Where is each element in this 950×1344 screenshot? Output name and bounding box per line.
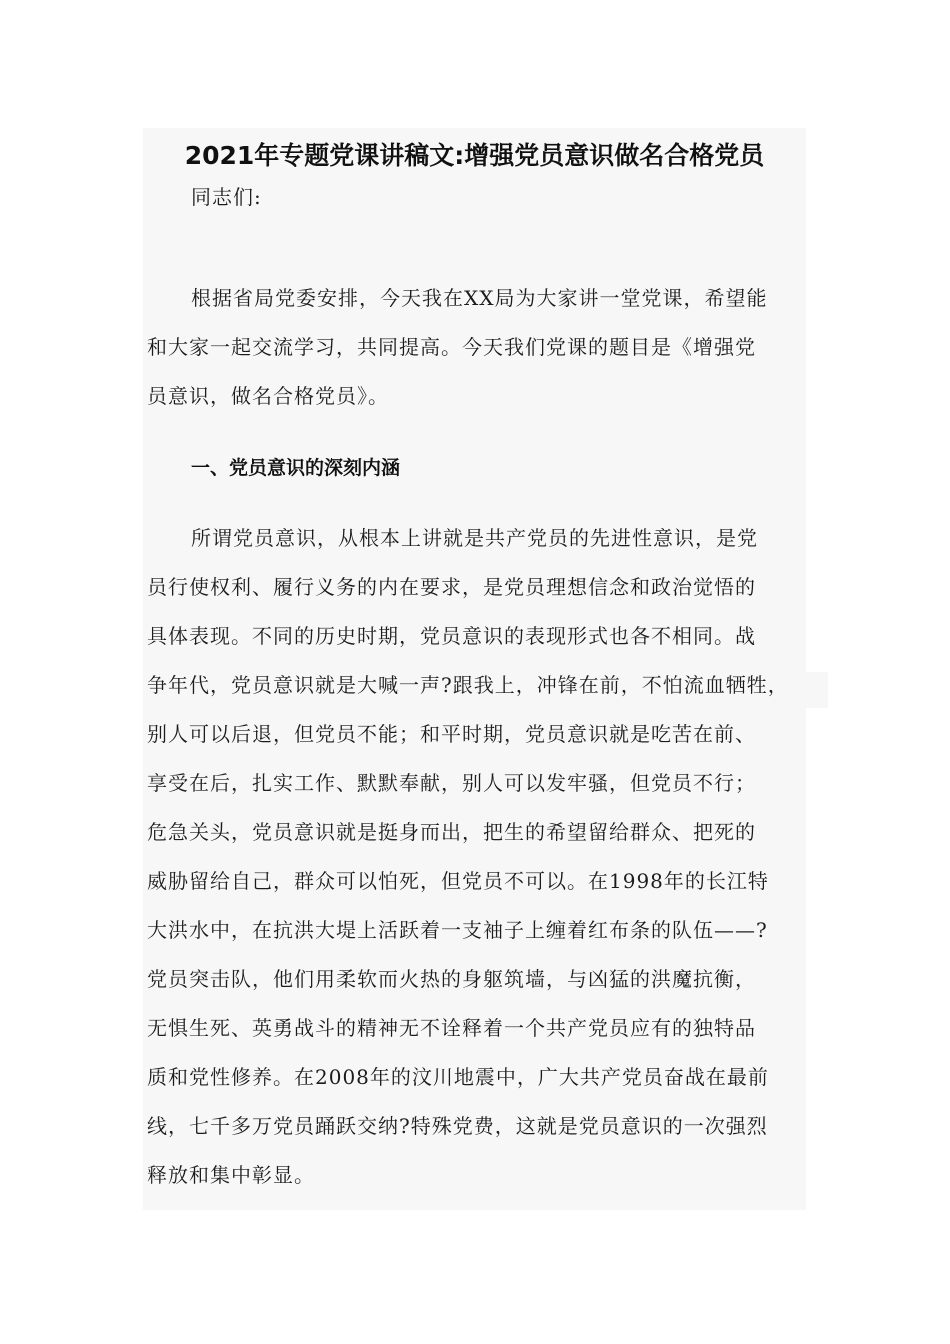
body-line: 所谓党员意识，从根本上讲就是共产党员的先进性意识，是党	[191, 526, 758, 550]
body-line: 威胁留给自己，群众可以怕死，但党员不可以。在1998年的长江特	[147, 869, 769, 893]
body-line: 党员突击队，他们用柔软而火热的身躯筑墙，与凶猛的洪魔抗衡，	[147, 967, 756, 991]
body-line: 危急关头，党员意识就是挺身而出，把生的希望留给群众、把死的	[147, 820, 756, 844]
body-line: 享受在后，扎实工作、默默奉献，别人可以发牢骚，但党员不行；	[147, 771, 756, 795]
body-line: 别人可以后退，但党员不能；和平时期，党员意识就是吃苦在前、	[147, 722, 756, 746]
body-line: 释放和集中彰显。	[147, 1163, 315, 1187]
text-highlight-strip	[806, 672, 828, 708]
body-line: 争年代，党员意识就是大喊一声?跟我上，冲锋在前，不怕流血牺牲，	[147, 673, 789, 697]
body-line: 大洪水中，在抗洪大堤上活跃着一支袖子上缠着红布条的队伍——?	[147, 918, 768, 942]
intro-line: 员意识，做名合格党员》。	[147, 384, 389, 408]
body-line: 员行使权利、履行义务的内在要求，是党员理想信念和政治觉悟的	[147, 575, 756, 599]
document-title: 2021年专题党课讲稿文:增强党员意识做名合格党员	[184, 141, 765, 170]
section-heading: 一、党员意识的深刻内涵	[191, 457, 401, 479]
body-paragraph	[147, 514, 797, 1200]
document-content	[143, 128, 806, 1210]
intro-line: 根据省局党委安排，今天我在XX局为大家讲一堂党课，希望能	[191, 286, 768, 310]
intro-line: 和大家一起交流学习，共同提高。今天我们党课的题目是《增强党	[147, 335, 756, 359]
body-line: 质和党性修养。在2008年的汶川地震中，广大共产党员奋战在最前	[147, 1065, 769, 1089]
body-line: 具体表现。不同的历史时期，党员意识的表现形式也各不相同。战	[147, 624, 756, 648]
greeting-paragraph	[147, 173, 797, 222]
intro-paragraph	[147, 274, 797, 421]
greeting-line: 同志们:	[191, 185, 262, 209]
body-line: 无惧生死、英勇战斗的精神无不诠释着一个共产党员应有的独特品	[147, 1016, 756, 1040]
body-line: 线，七千多万党员踊跃交纳?特殊党费，这就是党员意识的一次强烈	[147, 1114, 768, 1138]
